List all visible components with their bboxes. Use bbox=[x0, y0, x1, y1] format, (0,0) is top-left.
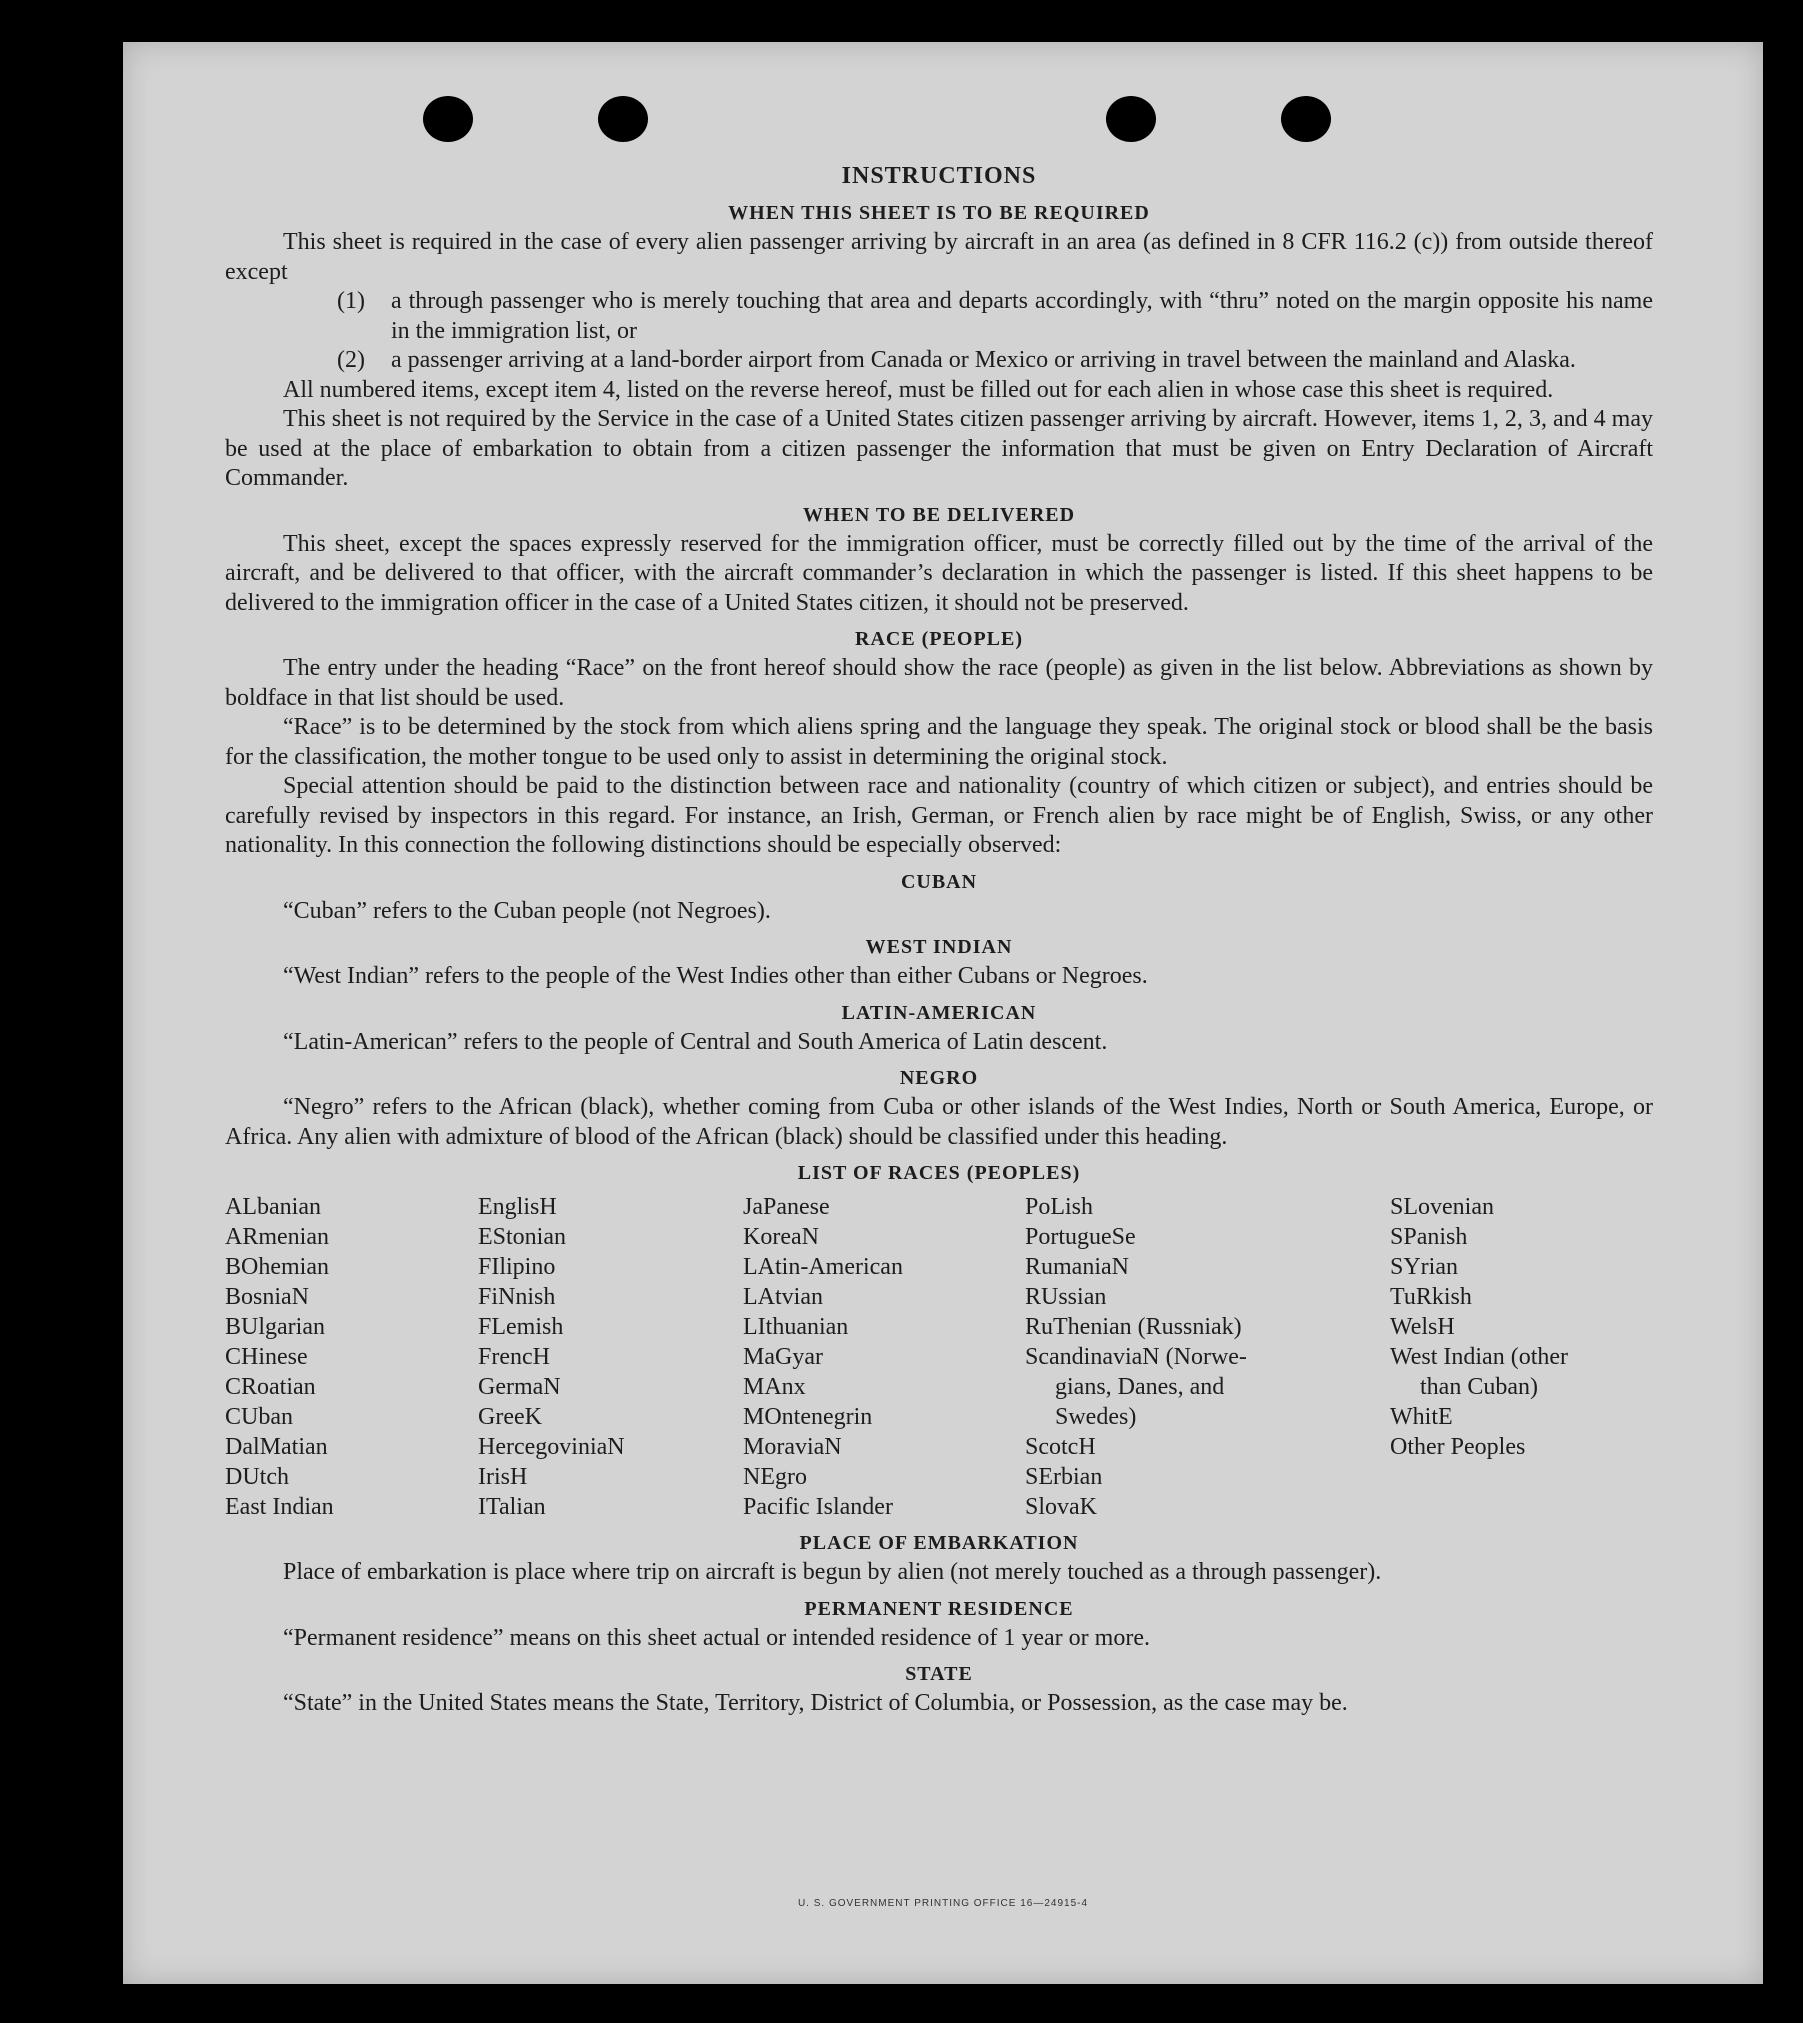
section-heading-west-indian: WEST INDIAN bbox=[865, 936, 1013, 958]
paragraph: “Negro” refers to the African (black), whether coming from Cuba or other islands of the West Indies, North or South America, Europe, or Africa. Any alien with admixture of blood of the African (black) should be classified under this heading. bbox=[225, 1094, 1653, 1150]
item-text: a through passenger who is merely touching that area and departs accordingly, with “thru” noted on the margin opposite his name in the immigration list, or bbox=[391, 288, 1653, 344]
race-entry: CHinese bbox=[225, 1344, 308, 1370]
race-entry: Other Peoples bbox=[1390, 1434, 1526, 1460]
section-heading-list-of-races: LIST OF RACES (PEOPLES) bbox=[797, 1162, 1081, 1184]
list-item bbox=[337, 346, 1653, 376]
race-entry: FIlipino bbox=[478, 1254, 556, 1280]
section-heading-negro: NEGRO bbox=[899, 1067, 979, 1089]
race-entry: MoraviaN bbox=[743, 1434, 842, 1460]
race-list bbox=[225, 1192, 1653, 1522]
race-entry: MaGyar bbox=[743, 1344, 823, 1370]
paragraph: This sheet, except the spaces expressly reserved for the immigration officer, must be correctly filled out by the time of the arrival of the aircraft, and be delivered to that officer, with the aircraft commander’s declaration in which the passenger is listed. If this sheet happens to be delivered to the immigration officer in the case of a United States citizen, it should not be preserved. bbox=[225, 530, 1653, 616]
section-heading-residence: PERMANENT RESIDENCE bbox=[804, 1597, 1074, 1620]
race-entry: LAtin-American bbox=[743, 1254, 903, 1280]
race-entry: IrisH bbox=[478, 1464, 528, 1490]
race-entry: LIthuanian bbox=[743, 1314, 849, 1340]
race-entry: RuThenian (Russniak) bbox=[1025, 1314, 1242, 1340]
section-heading-latin-american: LATIN-AMERICAN bbox=[841, 1001, 1037, 1024]
race-entry: PortugueSe bbox=[1025, 1224, 1136, 1250]
section-heading-cuban: CUBAN bbox=[900, 870, 978, 893]
section-heading-required: WHEN THIS SHEET IS TO BE REQUIRED bbox=[728, 202, 1150, 224]
race-entry: Pacific Islander bbox=[743, 1494, 893, 1520]
page-title: INSTRUCTIONS bbox=[841, 163, 1037, 189]
race-column bbox=[478, 1192, 743, 1522]
item-number: (1) bbox=[337, 288, 365, 314]
race-entry: ITalian bbox=[478, 1494, 546, 1520]
paragraph: The entry under the heading “Race” on the front hereof should show the race (people) as given in the list below. Abbreviations as shown by boldface in that list should be used. bbox=[225, 655, 1653, 711]
race-entry: SPanish bbox=[1390, 1224, 1468, 1250]
race-entry: EStonian bbox=[478, 1224, 566, 1250]
item-text: a passenger arriving at a land-border airport from Canada or Mexico or arriving in travel between the mainland and Alaska. bbox=[391, 347, 1576, 373]
race-entry: DalMatian bbox=[225, 1434, 328, 1460]
paragraph: “State” in the United States means the State, Territory, District of Columbia, or Possession, as the case may be. bbox=[283, 1690, 1348, 1716]
race-entry: ALbanian bbox=[225, 1194, 321, 1220]
race-entry: SLovenian bbox=[1390, 1194, 1494, 1220]
race-entry: East Indian bbox=[225, 1494, 334, 1520]
race-entry: MOntenegrin bbox=[743, 1404, 873, 1430]
paragraph: This sheet is required in the case of every alien passenger arriving by aircraft in an area (as defined in 8 CFR 116.2 (c)) from outside thereof except bbox=[225, 229, 1653, 285]
race-entry: EnglisH bbox=[478, 1194, 557, 1220]
paragraph: This sheet is not required by the Service in the case of a United States citizen passenger arriving by aircraft. However, items 1, 2, 3, and 4 may be used at the place of embarkation to obtain from a citizen passenger the information that must be given on Entry Declaration of Aircraft Commander. bbox=[225, 406, 1653, 491]
section-heading-delivered: WHEN TO BE DELIVERED bbox=[802, 503, 1076, 526]
paragraph: “Cuban” refers to the Cuban people (not Negroes). bbox=[283, 897, 771, 924]
section-heading-embarkation: PLACE OF EMBARKATION bbox=[799, 1532, 1079, 1554]
race-column bbox=[225, 1192, 478, 1522]
item-number: (2) bbox=[337, 347, 365, 373]
race-entry: PoLish bbox=[1025, 1194, 1094, 1220]
race-column bbox=[1390, 1192, 1653, 1522]
paragraph: “Latin-American” refers to the people of Central and South America of Latin descent. bbox=[283, 1028, 1108, 1055]
race-entry: RumaniaN bbox=[1025, 1254, 1129, 1280]
race-entry: Swedes) bbox=[1055, 1404, 1137, 1430]
race-entry: ScandinaviaN (Norwe- bbox=[1025, 1344, 1247, 1370]
race-entry: TuRkish bbox=[1390, 1284, 1472, 1310]
section-heading-race: RACE (PEOPLE) bbox=[855, 628, 1023, 650]
race-entry: SYrian bbox=[1390, 1254, 1458, 1280]
race-entry: ARmenian bbox=[225, 1224, 329, 1250]
instructions-content bbox=[225, 120, 1653, 1719]
race-entry: WelsH bbox=[1390, 1314, 1455, 1340]
list-item bbox=[337, 287, 1653, 346]
race-entry: CUban bbox=[225, 1404, 293, 1430]
race-entry: FiNnish bbox=[478, 1284, 556, 1310]
paragraph: All numbered items, except item 4, listed on the reverse hereof, must be filled out for each alien in whose case this sheet is required. bbox=[283, 376, 1554, 403]
race-entry: BOhemian bbox=[225, 1254, 329, 1280]
race-entry: BUlgarian bbox=[225, 1314, 325, 1340]
race-entry: HercegoviniaN bbox=[478, 1434, 625, 1460]
paragraph: “Permanent residence” means on this sheet actual or intended residence of 1 year or more. bbox=[283, 1624, 1150, 1651]
race-entry: CRoatian bbox=[225, 1374, 316, 1400]
race-entry: NEgro bbox=[743, 1464, 807, 1490]
section-heading-state: STATE bbox=[905, 1663, 973, 1685]
race-column bbox=[743, 1192, 1025, 1522]
race-entry: SlovaK bbox=[1025, 1494, 1097, 1520]
race-entry: gians, Danes, and bbox=[1055, 1374, 1225, 1400]
race-column bbox=[1025, 1192, 1390, 1522]
paragraph: “West Indian” refers to the people of the West Indies other than either Cubans or Negroes. bbox=[283, 963, 1148, 989]
race-entry: RUssian bbox=[1025, 1284, 1107, 1310]
document-page bbox=[123, 42, 1763, 1984]
race-entry: LAtvian bbox=[743, 1284, 823, 1310]
race-entry: JaPanese bbox=[743, 1194, 830, 1220]
race-entry: SErbian bbox=[1025, 1464, 1103, 1490]
race-entry: DUtch bbox=[225, 1464, 289, 1490]
paragraph: Place of embarkation is place where trip on aircraft is begun by alien (not merely touched as a through passenger). bbox=[283, 1559, 1382, 1585]
race-entry: FLemish bbox=[478, 1314, 564, 1340]
paragraph: “Race” is to be determined by the stock from which aliens spring and the language they speak. The original stock or blood shall be the basis for the classification, the mother tongue to be used only to assist in determining the original stock. bbox=[225, 714, 1653, 770]
race-entry: GreeK bbox=[478, 1404, 542, 1430]
race-entry: ScotcH bbox=[1025, 1434, 1096, 1460]
race-entry: FrencH bbox=[478, 1344, 550, 1370]
race-entry: than Cuban) bbox=[1420, 1374, 1538, 1400]
race-entry: GermaN bbox=[478, 1374, 561, 1400]
printer-imprint: U. S. GOVERNMENT PRINTING OFFICE 16—24915-4 bbox=[797, 1898, 1089, 1909]
race-entry: BosniaN bbox=[225, 1284, 309, 1310]
paragraph: Special attention should be paid to the distinction between race and nationality (country of which citizen or subject), and entries should be carefully revised by inspectors in this regard. For instance, an Irish, German, or French alien by race might be of English, Swiss, or any other nationality. In this connection the following distinctions should be especially observed: bbox=[225, 773, 1653, 858]
race-entry: West Indian (other bbox=[1390, 1344, 1569, 1370]
race-entry: KoreaN bbox=[743, 1224, 819, 1250]
race-entry: MAnx bbox=[743, 1374, 806, 1400]
race-entry: WhitE bbox=[1390, 1404, 1453, 1430]
